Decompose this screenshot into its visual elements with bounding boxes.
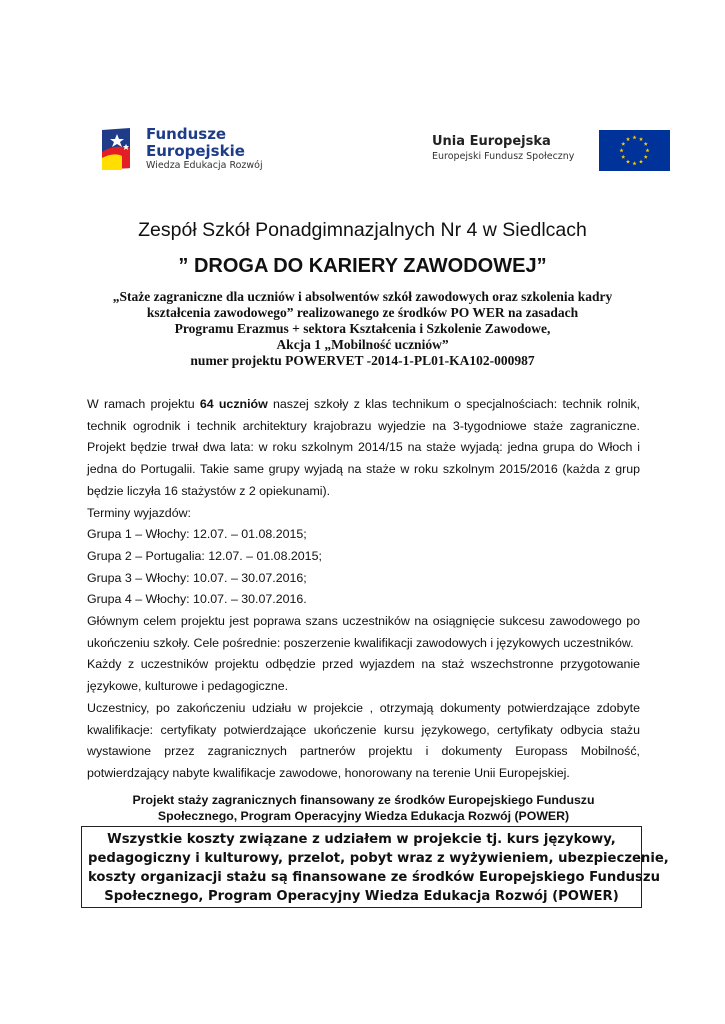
school-name: Zespół Szkół Ponadgimnazjalnych Nr 4 w Siedlcach	[138, 219, 587, 241]
ue-logo-line1: Unia Europejska	[432, 134, 551, 149]
subtitle-line: Programu Erazmus + sektora Kształcenia i Szkolenie Zawodowe,	[174, 321, 551, 336]
costs-line: koszty organizacji stażu są finansowane ze środków Europejskiego Funduszu	[88, 870, 660, 885]
costs-line: Społecznego, Program Operacyjny Wiedza Edukacja Rozwój (POWER)	[104, 889, 619, 904]
body-text	[87, 394, 640, 785]
subtitle-line: kształcenia zawodowego” realizowanego ze środków PO WER na zasadach	[146, 305, 579, 320]
subtitle-line: „Staże zagraniczne dla uczniów i absolwentów szkół zawodowych oraz szkolenia kadry	[112, 289, 613, 304]
costs-line: pedagogiczny i kulturowy, przelot, pobyt wraz z wyżywieniem, ubezpieczenie,	[88, 851, 669, 866]
costs-line: Wszystkie koszty związane z udziałem w projekcie tj. kurs językowy,	[107, 832, 616, 847]
fe-logo-line2: Europejskie	[146, 142, 245, 160]
fundusze-europejskie-logo	[100, 124, 290, 174]
intro-text-rest: naszej szkoły z klas technikum o specjalnościach: technik rolnik, technik ogrodnik i technik architektury krajobrazu wyjedzie na 3-tygodniowe staże zagraniczne. Projekt będzie trwał dwa lata: w roku szkolnym 2014/15 na staże wyjadą: jedna grupa do Włoch i jedna do Portugalii. Takie same grupy wyjadą na staże w roku szkolnym 2015/2016 (każda z grup będzie liczyła 16 stażystów z 2 opiekunami).	[87, 397, 640, 498]
fundusze-europejskie-emblem-icon	[100, 124, 142, 174]
participants-count: 64 uczniów	[199, 397, 268, 411]
funding-line: Społecznego, Program Operacyjny Wiedza Edukacja Rozwój (POWER)	[157, 809, 570, 823]
funding-line: Projekt staży zagranicznych finansowany ze środków Europejskiego Funduszu	[132, 793, 595, 807]
documents-paragraph: Uczestnicy, po zakończeniu udziału w projekcie , otrzymają dokumenty potwierdzające zdobyte kwalifikacje: certyfikaty potwierdzające ukończenie kursu językowego, certyfikaty odbycia stażu wystawione przez zagranicznych partnerów projektu i dokumenty Europass Mobilność, potwierdzający nabyte kwalifikacje zawodowe, honorowany na terenie Unii Europejskiej.	[87, 700, 640, 780]
eu-flag-icon	[599, 130, 670, 171]
fe-logo-line1: Fundusze	[146, 125, 227, 143]
fe-logo-line3: Wiedza Edukacja Rozwój	[146, 160, 263, 171]
intro-text-start: W ramach projektu	[87, 397, 200, 411]
subtitle-line: Akcja 1 „Mobilność uczniów”	[276, 337, 449, 352]
subtitle-line: numer projektu POWERVET -2014-1-PL01-KA102-000987	[190, 353, 535, 368]
ue-logo-line2: Europejski Fundusz Społeczny	[432, 151, 575, 162]
funding-note	[87, 792, 640, 824]
costs-box	[81, 826, 669, 908]
unia-europejska-logo	[432, 130, 672, 172]
group-item: Grupa 3 – Włochy: 10.07. – 30.07.2016;	[87, 570, 307, 585]
project-subtitle	[80, 289, 645, 369]
terms-heading: Terminy wyjazdów:	[87, 505, 191, 520]
project-title: ” DROGA DO KARIERY ZAWODOWEJ”	[178, 255, 547, 277]
group-item: Grupa 2 – Portugalia: 12.07. – 01.08.2015;	[87, 548, 322, 563]
preparation-paragraph: Każdy z uczestników projektu odbędzie przed wyjazdem na staż wszechstronne przygotowanie językowe, kulturowe i pedagogiczne.	[87, 657, 640, 694]
intro-paragraph	[87, 394, 640, 503]
goal-paragraph: Głównym celem projektu jest poprawa szans uczestników na osiągnięcie sukcesu zawodowego po ukończeniu szkoły. Cele pośrednie: poszerzenie kwalifikacji zawodowych i językowych uczestników.	[87, 614, 640, 650]
group-item: Grupa 4 – Włochy: 10.07. – 30.07.2016.	[87, 592, 307, 607]
group-item: Grupa 1 – Włochy: 12.07. – 01.08.2015;	[87, 527, 307, 542]
